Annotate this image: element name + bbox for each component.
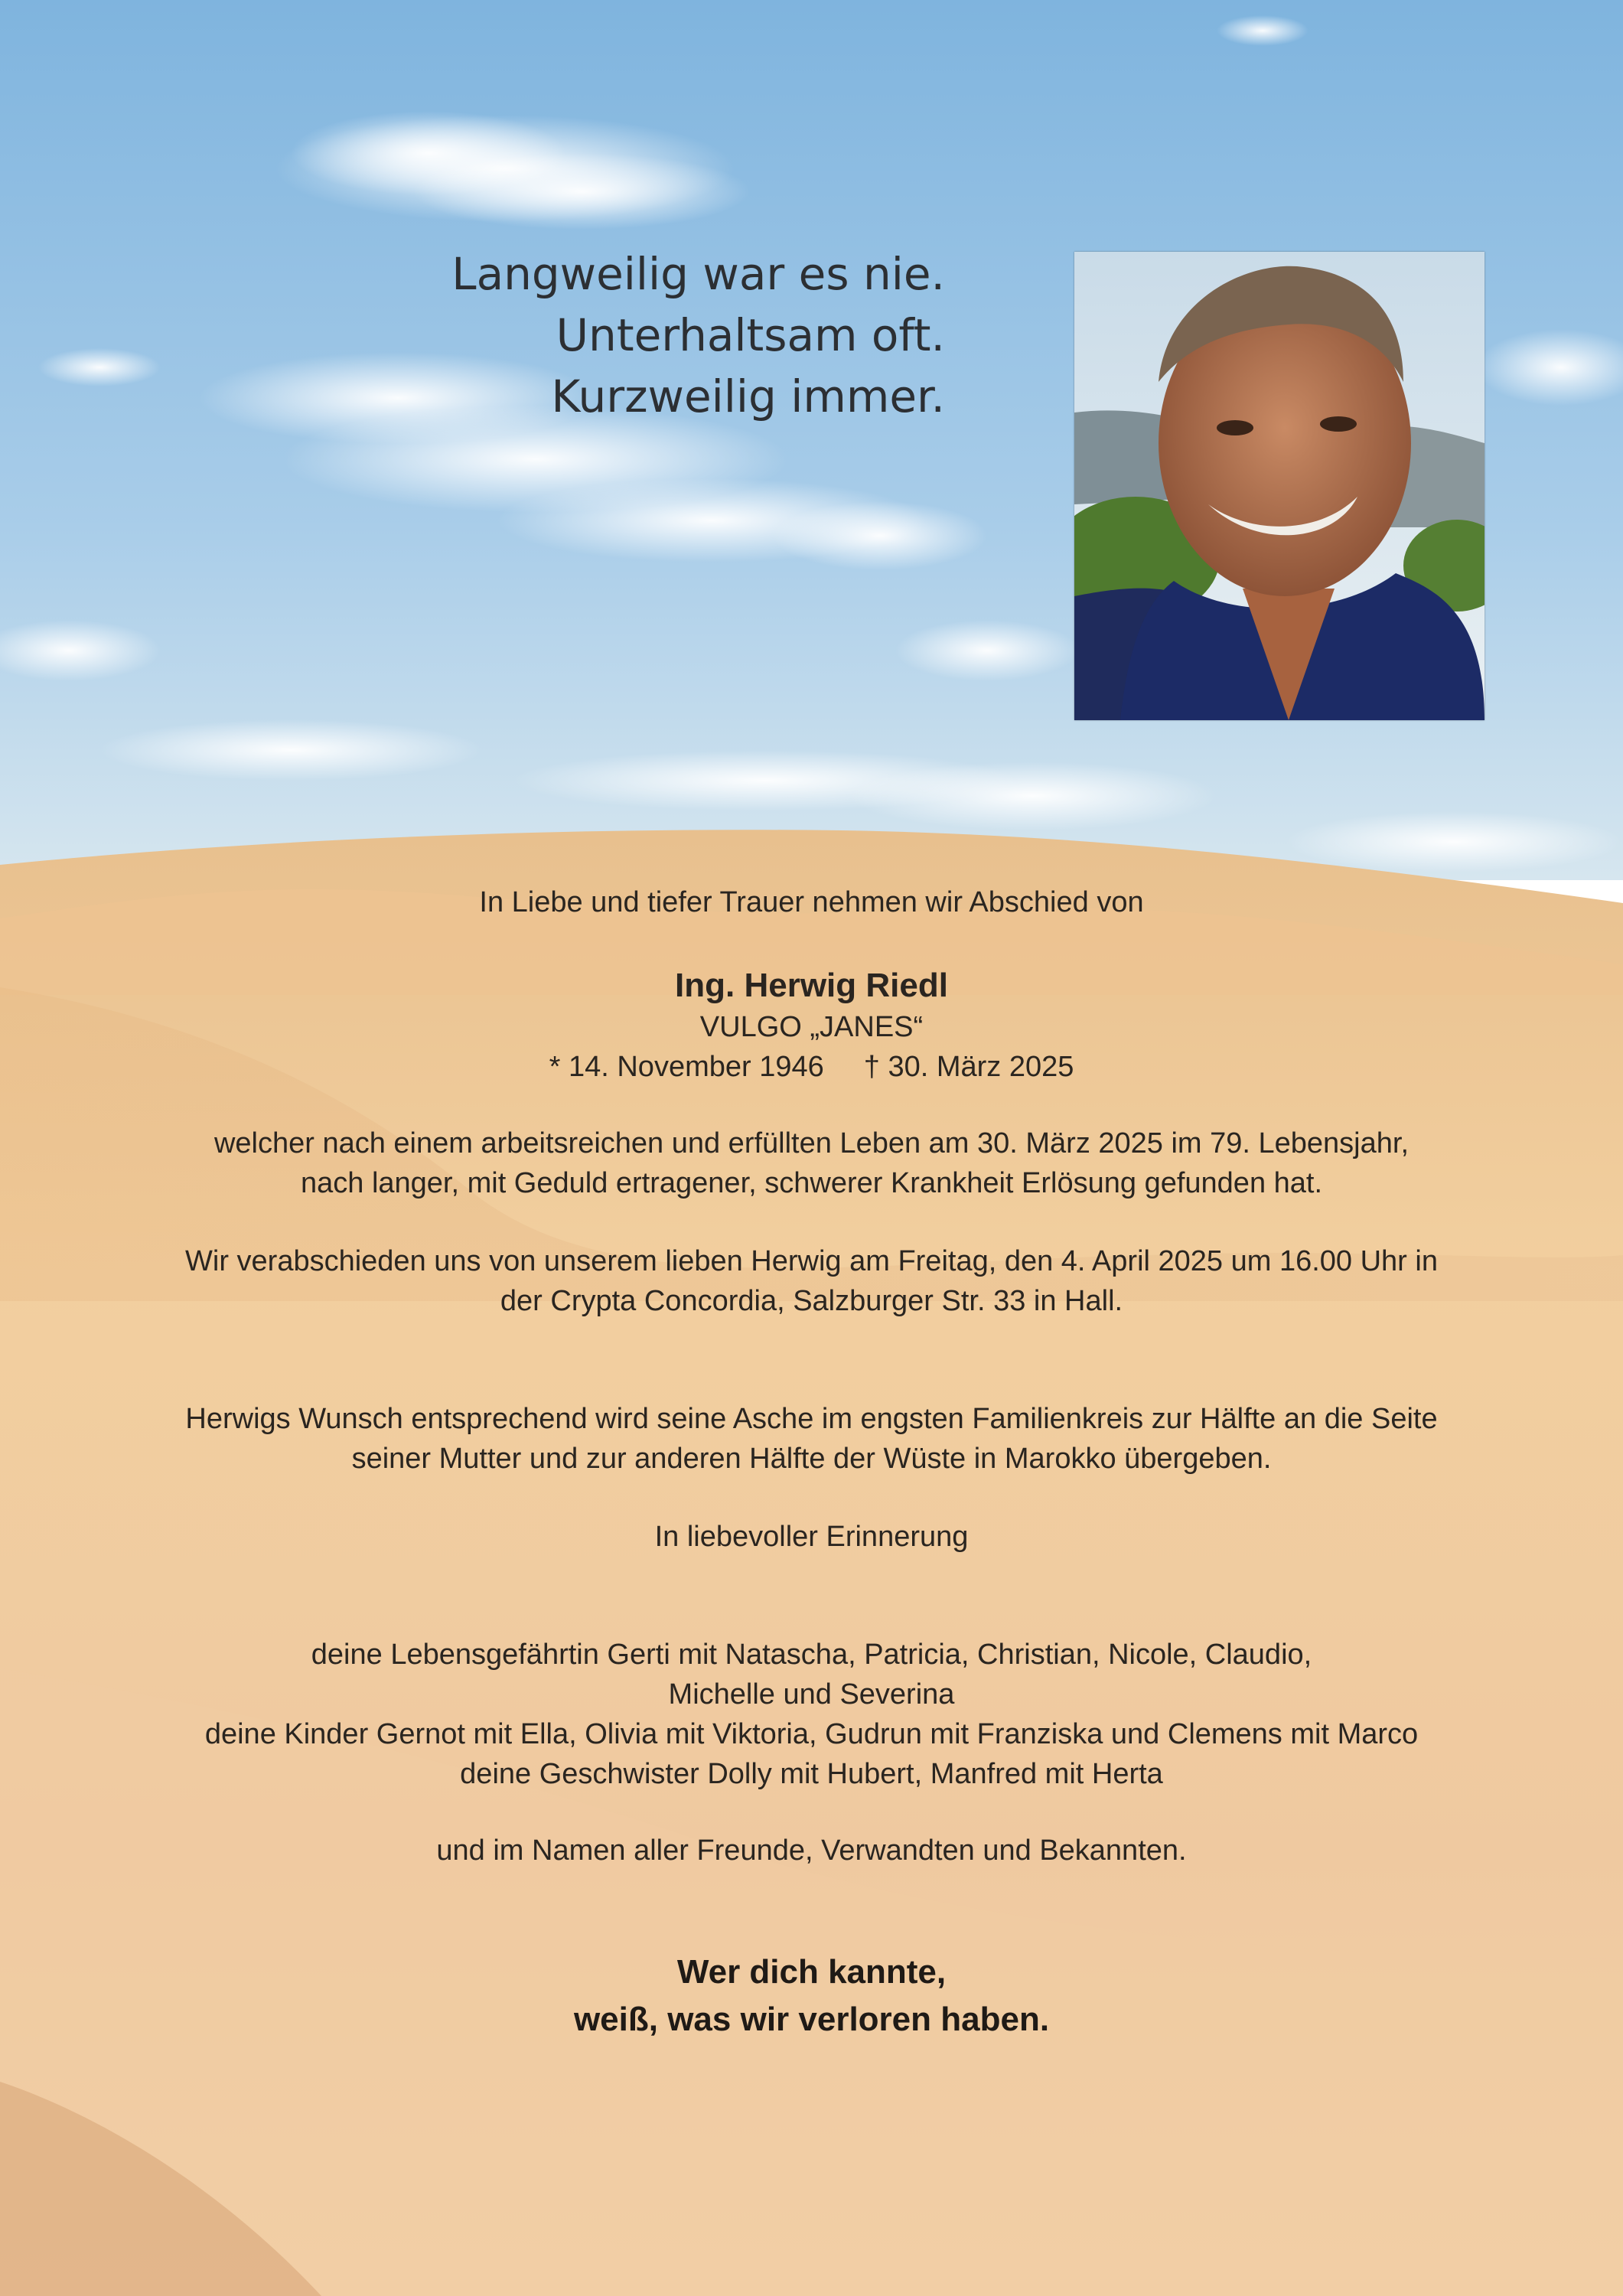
life-dates: [0, 1047, 1623, 1087]
closing-line-2: weiß, was wir verloren haben.: [573, 2001, 1050, 2038]
motto-line-2: Unterhaltsam oft.: [556, 309, 945, 361]
mourner-line: deine Geschwister Dolly mit Hubert, Manfred mit Herta: [460, 1758, 1163, 1790]
paragraph-line: der Crypta Concordia, Salzburger Str. 33 in Hall.: [500, 1285, 1123, 1317]
wish-paragraph: [0, 1399, 1623, 1479]
paragraph-line: seiner Mutter und zur anderen Hälfte der Wüste in Marokko übergeben.: [351, 1443, 1272, 1475]
birth-date: * 14. November 1946: [549, 1051, 824, 1083]
mourners-list: [0, 1635, 1623, 1794]
farewell-paragraph: [0, 1241, 1623, 1321]
intro-line: In Liebe und tiefer Trauer nehmen wir Abschied von: [479, 886, 1144, 918]
mourner-line: und im Namen aller Freunde, Verwandten und Bekannten.: [436, 1835, 1187, 1867]
motto-line-3: Kurzweilig immer.: [551, 370, 945, 422]
paragraph-line: Herwigs Wunsch entsprechend wird seine Asche im engsten Familienkreis zur Hälfte an die Seite: [185, 1403, 1438, 1435]
motto-line-1: Langweilig war es nie.: [451, 248, 945, 300]
closing-quote: [0, 1949, 1623, 2043]
portrait-photo: [1074, 252, 1484, 720]
paragraph-line: welcher nach einem arbeitsreichen und erfüllten Leben am 30. März 2025 im 79. Lebensjahr,: [213, 1127, 1410, 1159]
deceased-nickname: VULGO „JANES“: [699, 1011, 924, 1043]
paragraph-line: nach langer, mit Geduld ertragener, schwerer Krankheit Erlösung gefunden hat.: [300, 1167, 1323, 1199]
paragraph-line: Wir verabschieden uns von unserem lieben Herwig am Freitag, den 4. April 2025 um 16.00 Uhr in: [185, 1245, 1438, 1277]
mourner-line: deine Kinder Gernot mit Ella, Olivia mit Viktoria, Gudrun mit Franziska und Clemens mit Marco: [204, 1718, 1419, 1750]
memory-text: [0, 1517, 1623, 1557]
closing-line-1: Wer dich kannte,: [676, 1953, 947, 1991]
death-paragraph: [0, 1124, 1623, 1203]
memory-line: In liebevoller Erinnerung: [654, 1521, 969, 1553]
mourner-line: deine Lebensgefährtin Gerti mit Natascha, Patricia, Christian, Nicole, Claudio,: [311, 1639, 1312, 1671]
motto-quote: [306, 243, 945, 427]
deceased-name: Ing. Herwig Riedl: [675, 967, 948, 1004]
friends-line: [0, 1831, 1623, 1870]
deceased-block: [0, 964, 1623, 1087]
mourner-line: Michelle und Severina: [668, 1678, 955, 1711]
intro-text: [0, 882, 1623, 922]
death-date: † 30. März 2025: [863, 1051, 1074, 1083]
